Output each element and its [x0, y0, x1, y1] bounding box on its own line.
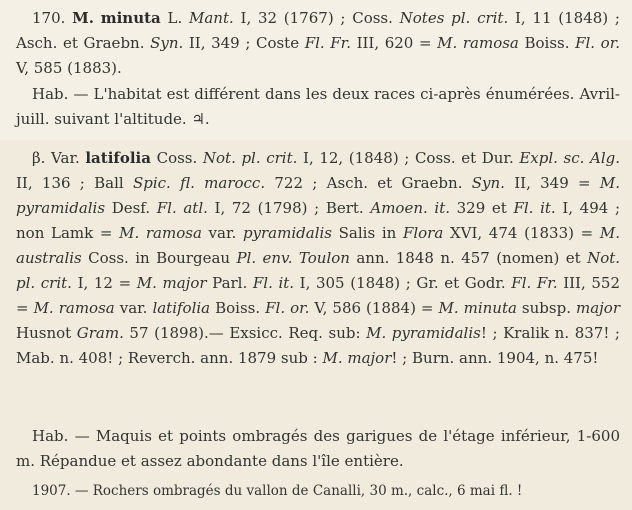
variety-entry: β. Var. latifolia Coss. Not. pl. crit. I, 12, (1848) ; Coss. et Dur. Expl. sc. Alg. II, 136 ; Ball Spic. fl. marocc. 722 ; Asch. et Graebn. Syn. II, 349 = M. pyramidalis Desf. Fl. atl. I, 72 (1798) ; Bert. Amoen. it. 329 et Fl. it. I, 494 ; non Lamk = M. ramosa var. pyramidalis Salis in Flora XVI, 474 (1833) = M. australis Coss. in Bourgeau Pl. env. Toulon ann. 1848 n. 457 (nomen) et Not. pl. crit. I, 12 = M. major Parl. Fl. it. I, 305 (1848) ; Gr. et Godr. Fl. Fr. III, 552 = M. ramosa var. latifolia Boiss. Fl. or. V, 586 (1884) = M. minuta subsp. major Husnot Gram. 57 (1898).— Exsicc. Req. sub: M. pyramidalis! ; Kralik n. 837! ; Mab. n. 408! ; Reverch. ann. 1879 sub : M. major! ; Burn. ann. 1904, n. 475! [16, 149, 621, 367]
variety-habitat: Hab. — Maquis et points ombragés des garigues de l'étage inférieur, 1-600 m. Répandue et assez abondante dans l'île entière. [16, 427, 620, 470]
entry-number: 170. [32, 9, 66, 27]
species-entry-heading: 170. M. minuta L. Mant. I, 32 (1767) ; Coss. Notes pl. crit. I, 11 (1848) ; Asch. et Graebn. Syn. II, 349 ; Coste Fl. Fr. III, 620 = M. ramosa Boiss. Fl. or. V, 585 (1883). [16, 9, 620, 77]
species-habitat: Hab. — L'habitat est différent dans les deux races ci-après énumérées. Avril-juill. suivant l'altitude. ♃. [16, 85, 620, 128]
species-name: minuta [100, 9, 161, 27]
collection-record: 1907. — Rochers ombragés du vallon de Canalli, 30 m., calc., 6 mai fl. ! [32, 483, 523, 499]
genus-abbr: M. [72, 9, 94, 27]
variety-name: latifolia [85, 149, 151, 167]
